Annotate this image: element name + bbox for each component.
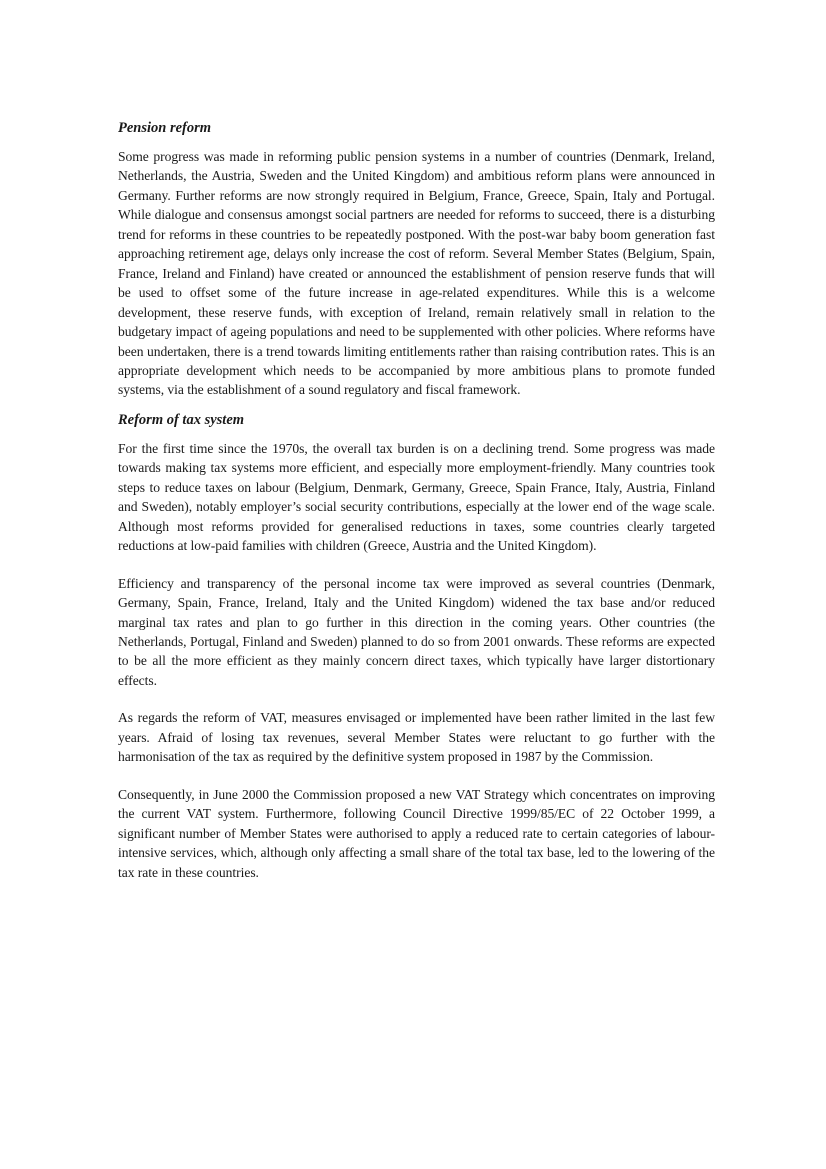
section-heading-pension-reform: Pension reform [118,120,212,136]
document-body [118,118,715,882]
section-reform-of-tax-system [118,410,715,882]
paragraph-vat-strategy: Consequently, in June 2000 the Commission proposed a new VAT Strategy which concentrates on improving the current VAT system. Furthermore, following Council Directive 1999/85/EC of 22 October 1999, a significant number of Member States were authorised to apply a reduced rate to certain categories of labour-intensive services, which, although only affecting a small share of the total tax base, led to the lowering of the tax rate in these countries. [118,786,715,880]
section-heading-reform-of-tax-system: Reform of tax system [118,411,245,428]
paragraph-income-tax: Efficiency and transparency of the personal income tax were improved as several countries (Denmark, Germany, Spain, France, Ireland, Italy and the United Kingdom) widened the tax base and/or reduced marginal tax rates and plan to go further in this direction in the coming years. Other countries (the Netherlands, Portugal, Finland and Sweden) planned to do so from 2001 onwards. These reforms are expected to be all the more efficient as they mainly concern direct taxes, which typically have larger distortionary effects. [118,575,715,688]
section-pension-reform [118,118,715,400]
paragraph-vat-reform: As regards the reform of VAT, measures envisaged or implemented have been rather limited in the last few years. Afraid of losing tax revenues, several Member States were reluctant to go further with the harmonisation of the tax as required by the definitive system proposed in 1987 by the Commission. [118,710,715,765]
paragraph-tax-burden: For the first time since the 1970s, the overall tax burden is on a declining trend. Some progress was made towards making tax systems more efficient, and especially more employment-friendly. Many countries took steps to reduce taxes on labour (Belgium, Denmark, Germany, Greece, Spain France, Italy, Austria, Finland and Sweden), notably employer’s social security contributions, especially at the lower end of the wage scale. Although most reforms provided for generalised reductions in taxes, some countries clearly targeted reductions at low-paid families with children (Greece, Austria and the United Kingdom). [118,440,715,554]
paragraph-pension-reform: Some progress was made in reforming public pension systems in a number of countries (Denmark, Ireland, Netherlands, the Austria, Sweden and the United Kingdom) and ambitious reform plans were announced in Germany. Further reforms are now strongly required in Belgium, France, Greece, Spain, Italy and Portugal. While dialogue and consensus amongst social partners are needed for reforms to succeed, there is a disturbing trend for reforms in these countries to be repeatedly postponed. With the post-war baby boom generation fast approaching retirement age, delays only increase the cost of reform. Several Member States (Belgium, Spain, France, Ireland and Finland) have created or announced the establishment of pension reserve funds that will be used to offset some of the future increase in age-related expenditures. While this is a welcome development, these reserve funds, with exception of Ireland, remain relatively small in relation to the budgetary impact of ageing populations and need to be supplemented with other policies. Where reforms have been undertaken, there is a trend towards limiting entitlements rather than raising contribution rates. This is an appropriate development which needs to be accompanied by more ambitious plans to promote funded systems, via the establishment of a sound regulatory and fiscal framework. [118,149,715,398]
